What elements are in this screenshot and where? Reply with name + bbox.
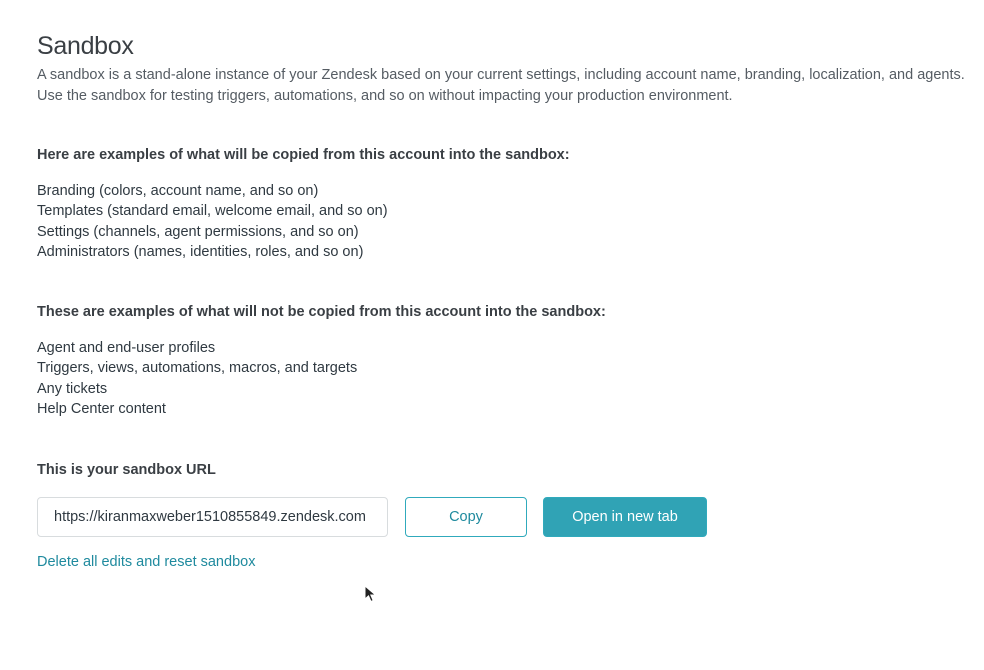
list-item: Triggers, views, automations, macros, and targets (37, 360, 358, 377)
sandbox-url-input[interactable] (37, 497, 388, 537)
list-item: Agent and end-user profiles (37, 340, 216, 356)
not-copied-items-list (37, 338, 357, 419)
list-item: Templates (standard email, welcome email, and so on) (37, 203, 388, 220)
list-item: Branding (colors, account name, and so on) (37, 183, 319, 199)
list-item: Administrators (names, identities, roles, and so on) (37, 243, 364, 260)
list-item: Settings (channels, agent permissions, and so on) (37, 223, 359, 240)
list-item: Help Center content (37, 400, 166, 417)
page-title: Sandbox (37, 32, 134, 60)
list-item: Any tickets (37, 380, 108, 397)
copy-button[interactable]: Copy (405, 497, 527, 537)
page-description: A sandbox is a stand-alone instance of your Zendesk based on your current settings, including account name, branding, localization, and agents. Use the sandbox for testing triggers, automations, and so on without impacting your production environment. (37, 67, 965, 104)
copied-items-list (37, 181, 388, 262)
copied-section-heading: Here are examples of what will be copied from this account into the sandbox: (37, 147, 570, 163)
reset-sandbox-link[interactable]: Delete all edits and reset sandbox (37, 554, 256, 570)
not-copied-section-heading: These are examples of what will not be copied from this account into the sandbox: (37, 304, 606, 320)
mouse-cursor-icon (364, 585, 378, 603)
sandbox-page (37, 30, 967, 570)
open-in-new-tab-button[interactable]: Open in new tab (543, 497, 707, 537)
sandbox-url-heading: This is your sandbox URL (37, 462, 216, 478)
